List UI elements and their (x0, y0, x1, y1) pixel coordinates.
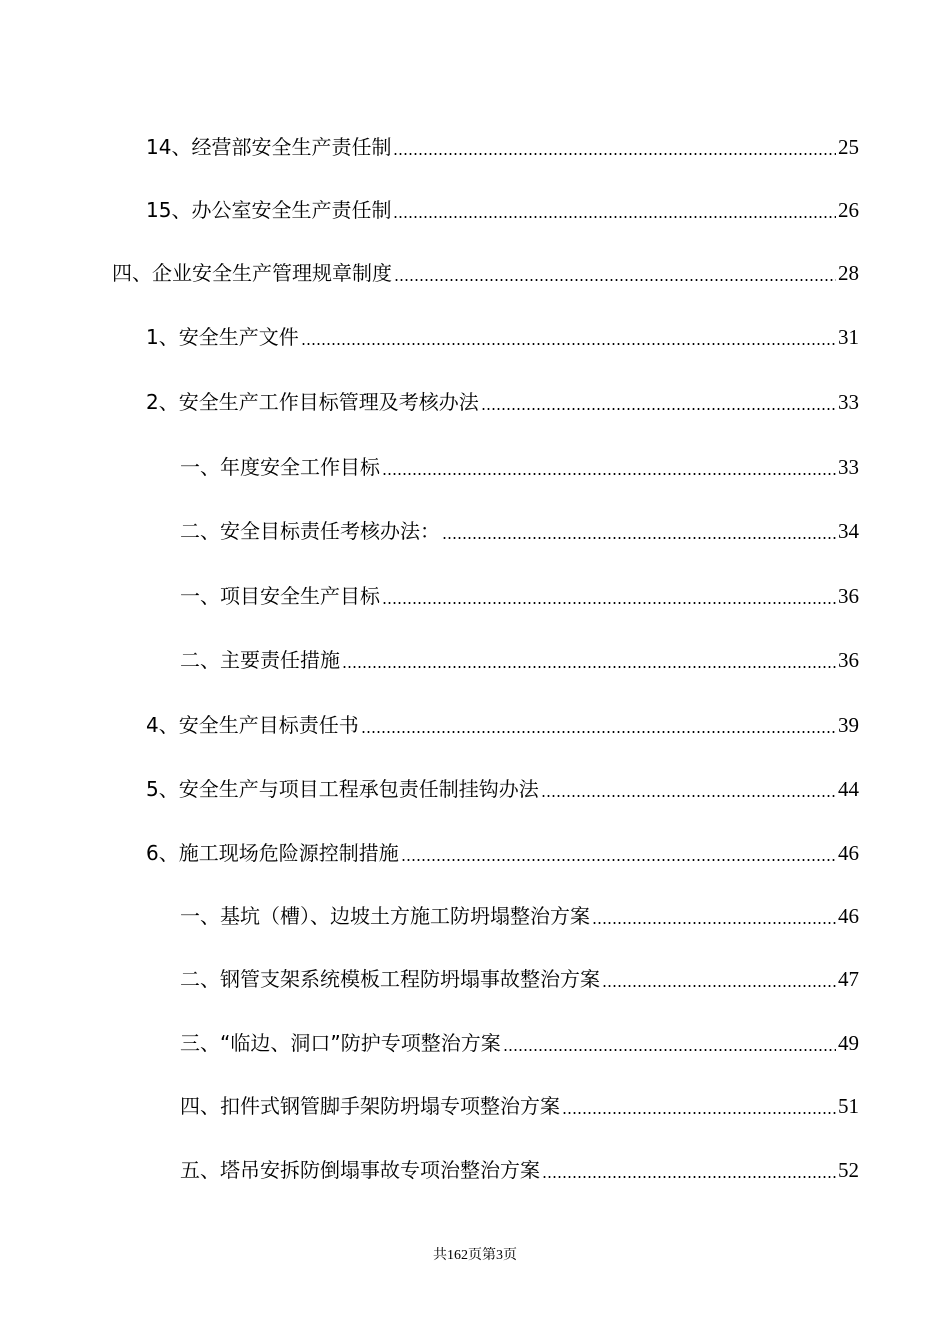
toc-entry-page: 28 (838, 261, 859, 285)
toc-entry-title: 一、项目安全生产目标 (180, 584, 380, 608)
dot-leader (602, 968, 836, 988)
toc-entry-title: 四、企业安全生产管理规章制度 (112, 261, 392, 285)
toc-entry-title: 二、安全目标责任考核办法： (180, 519, 440, 543)
toc-entry-title: 4、安全生产目标责任书 (146, 713, 359, 737)
toc-entry-page: 25 (838, 135, 859, 159)
dot-leader (301, 326, 836, 346)
toc-entry-page: 33 (838, 390, 859, 414)
toc-entry[interactable] (180, 645, 859, 675)
toc-entry-title: 四、扣件式钢管脚手架防坍塌专项整治方案 (180, 1094, 560, 1118)
toc-entry-page: 52 (838, 1158, 859, 1182)
toc-entry[interactable] (180, 901, 859, 931)
toc-entry[interactable] (180, 452, 859, 482)
toc-entry-page: 34 (838, 519, 859, 543)
toc-entry-page: 46 (838, 841, 859, 865)
toc-entry-page: 49 (838, 1031, 859, 1055)
page-footer: 共162页第3页 (433, 1248, 517, 1263)
dot-leader (382, 585, 836, 605)
dot-leader (592, 905, 836, 925)
toc-entry-page: 33 (838, 455, 859, 479)
toc-entry[interactable] (146, 322, 859, 352)
toc-entry-title: 一、年度安全工作目标 (180, 455, 380, 479)
toc-entry[interactable] (146, 132, 859, 162)
toc-entry-page: 31 (838, 325, 859, 349)
toc-entry[interactable] (180, 516, 859, 546)
toc-entry-title: 15、办公室安全生产责任制 (146, 198, 392, 222)
toc-entry-title: 一、基坑（槽）、边坡土方施工防坍塌整治方案 (180, 904, 590, 928)
toc-entry[interactable] (112, 258, 859, 288)
toc-entry-title: 14、经营部安全生产责任制 (146, 135, 392, 159)
toc-entry[interactable] (146, 838, 859, 868)
toc-entry[interactable] (180, 1091, 859, 1121)
dot-leader (541, 778, 836, 798)
toc-entry-title: 1、安全生产文件 (146, 325, 299, 349)
toc-entry-title: 二、钢管支架系统模板工程防坍塌事故整治方案 (180, 967, 600, 991)
toc-entry-page: 47 (838, 967, 859, 991)
toc-entry[interactable] (180, 1028, 859, 1058)
toc-entry-title: 6、施工现场危险源控制措施 (146, 841, 399, 865)
dot-leader (401, 842, 836, 862)
toc-entry-title: 5、安全生产与项目工程承包责任制挂钩办法 (146, 777, 539, 801)
dot-leader (393, 199, 836, 219)
toc-entry-page: 44 (838, 777, 859, 801)
dot-leader (361, 714, 836, 734)
toc-entry[interactable] (180, 1155, 859, 1185)
dot-leader (542, 1159, 836, 1179)
toc-entry-title: 五、塔吊安拆防倒塌事故专项治整治方案 (180, 1158, 540, 1182)
toc-entry[interactable] (146, 387, 859, 417)
toc-entry-page: 46 (838, 904, 859, 928)
toc-entry[interactable] (146, 195, 859, 225)
dot-leader (393, 136, 836, 156)
dot-leader (562, 1095, 836, 1115)
dot-leader (394, 262, 836, 282)
toc-entry[interactable] (146, 774, 859, 804)
dot-leader (382, 456, 836, 476)
dot-leader (503, 1032, 836, 1052)
toc-entry-page: 26 (838, 198, 859, 222)
dot-leader (342, 649, 836, 669)
dot-leader (442, 520, 836, 540)
toc-entry[interactable] (146, 710, 859, 740)
toc-entry[interactable] (180, 964, 859, 994)
dot-leader (481, 391, 836, 411)
toc-entry-page: 51 (838, 1094, 859, 1118)
toc-entry-title: 二、主要责任措施 (180, 648, 340, 672)
toc-entry-title: 2、安全生产工作目标管理及考核办法 (146, 390, 479, 414)
toc-entry-page: 36 (838, 584, 859, 608)
toc-entry-page: 36 (838, 648, 859, 672)
toc-entry[interactable] (180, 581, 859, 611)
toc-entry-title: 三、“临边、洞口”防护专项整治方案 (180, 1031, 501, 1055)
toc-entry-page: 39 (838, 713, 859, 737)
